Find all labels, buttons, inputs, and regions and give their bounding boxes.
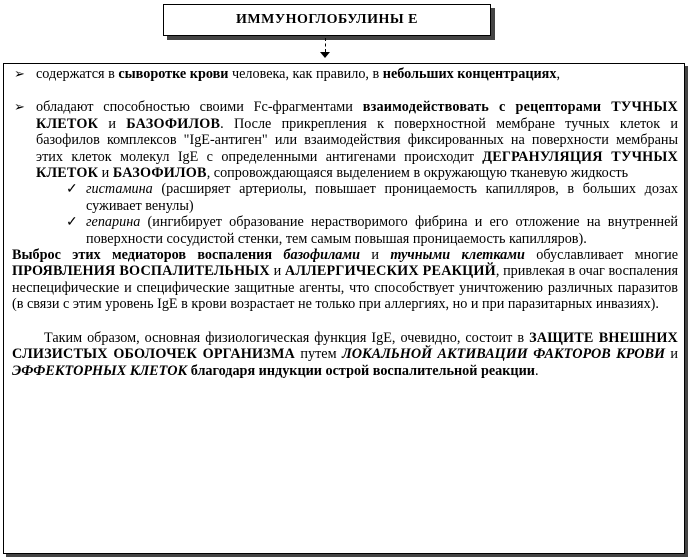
italic-text: гистамина bbox=[86, 181, 153, 198]
bold-text: БАЗОФИЛОВ bbox=[126, 115, 221, 132]
text: содержатся в bbox=[36, 66, 119, 82]
arrow-bullet-icon: ➢ bbox=[14, 66, 25, 81]
text: , bbox=[556, 66, 560, 82]
text: , привлекая в очаг воспаления неспецифические и специфические защитные агенты, что способствует уничтожению различных паразитов (в связи с этим уровень IgE в крови возрастает не только при аллергиях, но и при паразитарных инвазиях). bbox=[12, 263, 678, 313]
paragraph-mediators bbox=[12, 247, 678, 313]
bold-text: небольших концентрациях bbox=[382, 66, 557, 82]
text: . bbox=[534, 362, 539, 379]
text: человека, как правило, в bbox=[228, 66, 383, 82]
bold-text: ЗАЩИТЕ ВНЕШНИХ СЛИЗИСТЫХ ОБОЛОЧЕК ОРГАНИЗМА bbox=[12, 329, 679, 363]
bold-italic-text: тучными клетками bbox=[390, 247, 525, 264]
text: и bbox=[98, 165, 113, 182]
arrow-bullet-icon: ➢ bbox=[14, 99, 25, 115]
text: и bbox=[98, 115, 127, 132]
text: . После прикрепления к поверхностной мембране тучных клеток и базофилов комплексов "IgE-антиген" или взаимодействия фиксированных на поверхности мембраны этих клеток молекул IgE с определенными антигенами происходит bbox=[36, 115, 679, 165]
bold-text: благодаря индукции острой воспалительной реакции bbox=[190, 362, 535, 379]
text: путем bbox=[295, 346, 342, 363]
bold-text: ПРОЯВЛЕНИЯ ВОСПАЛИТЕЛЬНЫХ bbox=[12, 263, 270, 280]
dashed-connector bbox=[325, 38, 326, 52]
text: Таким образом, основная физиологическая функция IgE, очевидно, состоит в bbox=[44, 329, 530, 346]
content-box bbox=[3, 63, 685, 554]
text: и bbox=[665, 346, 678, 363]
text: обладают способностью своими Fc-фрагментами bbox=[36, 99, 363, 116]
bullet-item-2 bbox=[12, 99, 678, 181]
bold-text: Выброс этих медиаторов воспаления bbox=[12, 247, 284, 264]
bold-text: БАЗОФИЛОВ bbox=[112, 165, 207, 182]
bold-italic-text: ЛОКАЛЬНОЙ АКТИВАЦИИ ФАКТОРОВ КРОВИ bbox=[342, 346, 665, 363]
check-icon: ✓ bbox=[66, 214, 78, 231]
text: (ингибирует образование нерастворимого фибрина и его отложение на внутренней поверхности сосудистой стенки, тем самым повышая проницаемость капилляров). bbox=[86, 214, 678, 247]
arrow-down-icon bbox=[320, 52, 330, 58]
italic-text: гепарина bbox=[86, 214, 141, 231]
text: обуславливает многие bbox=[524, 247, 679, 264]
text: , сопровождающаяся выделением в окружающую тканевую жидкость bbox=[206, 165, 629, 182]
text: и bbox=[360, 247, 391, 264]
bold-italic-text: ЭФФЕКТОРНЫХ КЛЕТОК bbox=[12, 362, 188, 379]
check-icon: ✓ bbox=[66, 181, 78, 198]
bold-text: сыворотке крови bbox=[118, 66, 229, 82]
page-title: ИММУНОГЛОБУЛИНЫ Е bbox=[236, 11, 418, 27]
bold-text: АЛЛЕРГИЧЕСКИХ РЕАКЦИЙ bbox=[284, 263, 496, 280]
bold-italic-text: базофилами bbox=[283, 247, 361, 264]
text: (расширяет артериолы, повышает проницаемость капилляров, в больших дозах суживает венулы) bbox=[86, 181, 678, 214]
sub-item-histamine bbox=[12, 181, 678, 214]
bold-text: ДЕГРАНУЛЯЦИЯ ТУЧНЫХ КЛЕТОК bbox=[36, 148, 678, 182]
sub-item-heparin bbox=[12, 214, 678, 247]
paragraph-conclusion bbox=[12, 330, 678, 379]
bullet-item-1 bbox=[12, 66, 678, 82]
bold-text: взаимодействовать с рецепторами ТУЧНЫХ КЛЕТОК bbox=[36, 99, 678, 132]
title-box bbox=[163, 4, 491, 36]
text: и bbox=[269, 263, 285, 280]
